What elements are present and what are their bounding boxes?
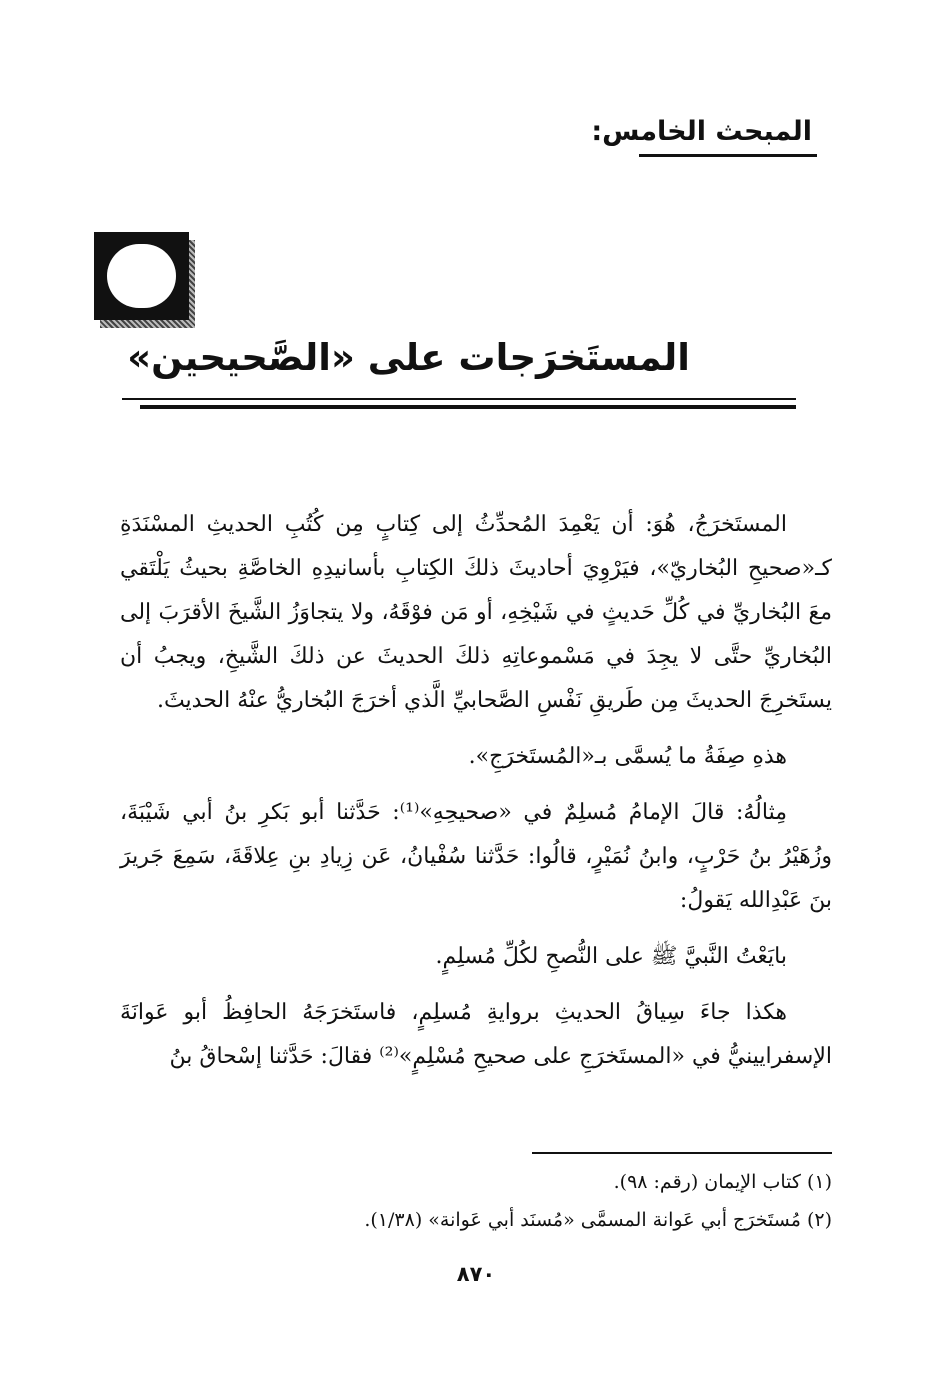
body-text: [120, 503, 832, 1079]
running-head-underline: [639, 154, 817, 157]
paragraph-definition: المستَخرَجُ، هُوَ: أن يَعْمِدَ المُحدِّثُ إلى كِتابٍ مِن كُتُبِ الحديثِ المسْنَدَةِ كـ«صحيحِ البُخاريّ»، فيَرْوِيَ أحاديثَ ذلكَ الكِتابِ بأسانيدِهِ الخاصَّةِ بحيثُ يَلْتَقي معَ البُخاريِّ في كُلِّ حَديثٍ في شَيْخِهِ، أو مَن فوْقَهُ، ولا يتجاوَزُ الشَّيخَ الأقرَبَ إلى البُخاريِّ حتَّى لا يجِدَ في مَسْموعاتِهِ ذلكَ الحديثَ عن ذلكَ الشَّيخِ، ويجبُ أن يستَخرِجَ الحديثَ مِن طَريقِ نَفْسِ الصَّحابيِّ الَّذي أخرَجَ البُخاريُّ عنْهُ الحديثَ.: [120, 512, 832, 713]
ornament-circle: [107, 244, 176, 308]
paragraph-continuation: هكذا جاءَ سِياقُ الحديثِ بروايةِ مُسلِمٍ، فاستَخرَجَهُ الحافِظُ أبو عَوانَةَ الإسفرايينيُّ في «المستَخرَجِ على صحيحِ مُسْلِمٍ»⁽²⁾ فقالَ: حَدَّثنا إسْحاقُ بنُ: [120, 1000, 832, 1069]
paragraph-example: مِثالُهُ: قالَ الإمامُ مُسلِمٌ في «صحيحِهِ»⁽¹⁾: حَدَّثنا أبو بَكرِ بنُ أبي شَيْبَةَ، وزُهَيْرُ بنُ حَرْبٍ، وابنُ نُمَيْرٍ، قالُوا: حَدَّثنا سُفْيانُ، عَن زِيادِ بنِ عِلاقَةَ، سَمِعَ جَريرَ بنَ عَبْدِالله يَقولُ:: [120, 800, 832, 913]
footnote-2: (٢) مُستَخرَج أبي عَوانة المسمَّى «مُسنَد أبي عَوانة» (١/٣٨).: [364, 1209, 832, 1231]
paragraph-hadith: بايَعْتُ النَّبيَّ ﷺ على النُّصحِ لكُلِّ مُسلِمٍ.: [435, 944, 787, 969]
footnote-separator: [532, 1152, 832, 1154]
title-rule-thin: [122, 398, 796, 400]
running-head: المبحث الخامس:: [591, 116, 812, 147]
footnote-1: (١) كتاب الإيمان (رقم: ٩٨).: [613, 1171, 832, 1193]
chapter-title: المستَخرَجات على «الصَّحيحين»: [127, 336, 690, 379]
paragraph-summary: هذهِ صِفَةُ ما يُسمَّى بـ«المُستَخرَجِ».: [468, 744, 787, 769]
footnotes: [120, 1163, 832, 1239]
page-number: ٨٧٠: [456, 1262, 496, 1286]
title-rule-thick: [140, 405, 796, 409]
